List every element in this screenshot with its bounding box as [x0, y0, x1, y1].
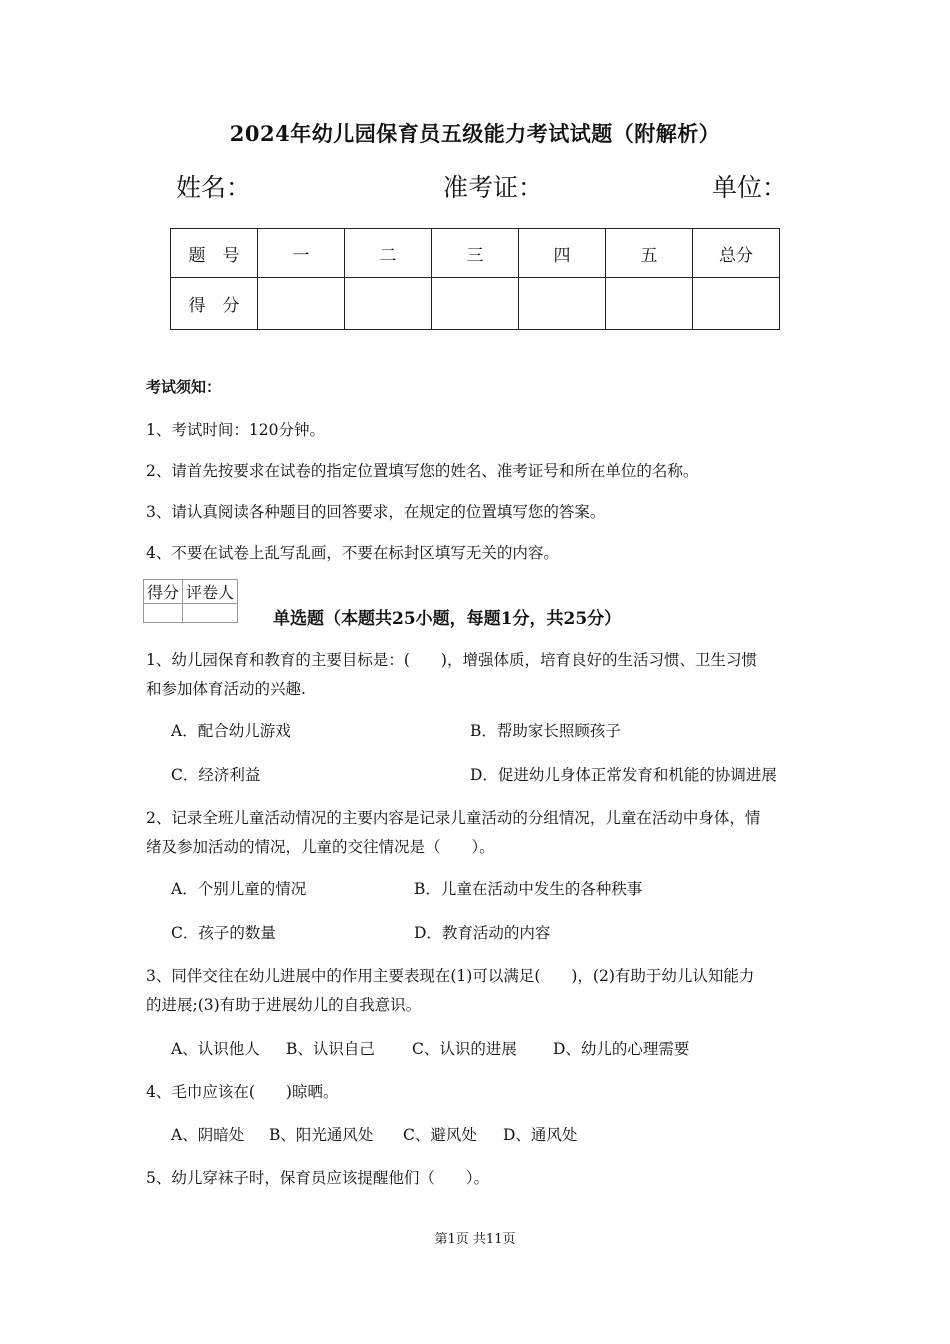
question-text: 2、记录全班儿童活动情况的主要内容是记录儿童活动的分组情况，儿童在活动中身体，情 [146, 809, 761, 827]
score-entry-cell[interactable] [606, 278, 693, 330]
question-text: 1、幼儿园保育和教育的主要目标是：( )，增强体质，培育良好的生活习惯、卫生习惯 [146, 651, 757, 669]
option[interactable]: D．教育活动的内容 [414, 924, 551, 942]
page-title: 2024年幼儿园保育员五级能力考试试题（附解析） [229, 121, 721, 146]
grader-table-grader-label: 评卷人 [183, 580, 238, 604]
score-entry-cell[interactable] [345, 278, 432, 330]
question-text: 的进展;(3)有助于进展幼儿的自我意识。 [146, 996, 422, 1014]
score-table [170, 228, 780, 330]
option[interactable]: A．配合幼儿游戏 [171, 722, 291, 740]
score-entry-cell[interactable] [258, 278, 345, 330]
score-table-cell: 总分 [693, 229, 780, 278]
question-text: 3、同伴交往在幼儿进展中的作用主要表现在(1)可以满足( )，(2)有助于幼儿认知能力 [146, 967, 755, 985]
score-table-cell: 五 [606, 229, 693, 278]
option[interactable]: B、认识自己 [286, 1040, 375, 1058]
option[interactable]: B．帮助家长照顾孩子 [470, 722, 621, 740]
notice-item: 3、请认真阅读各种题目的回答要求，在规定的位置填写您的答案。 [146, 503, 606, 521]
notice-heading: 考试须知： [146, 378, 222, 396]
score-table-cell: 二 [345, 229, 432, 278]
option[interactable]: B、阳光通风处 [269, 1126, 374, 1144]
option[interactable]: C、认识的进展 [412, 1040, 517, 1058]
option[interactable]: A、阴暗处 [171, 1126, 245, 1144]
score-entry-cell[interactable] [432, 278, 519, 330]
option[interactable]: D．促进幼儿身体正常发育和机能的协调进展 [470, 766, 777, 784]
grader-table [143, 579, 238, 623]
grader-score-cell[interactable] [144, 604, 183, 623]
option[interactable]: C、避风处 [403, 1126, 477, 1144]
grader-name-cell[interactable] [183, 604, 238, 623]
question-text: 4、毛巾应该在( )晾晒。 [146, 1083, 339, 1101]
option[interactable]: B．儿童在活动中发生的各种秩事 [414, 880, 643, 898]
score-table-cell: 三 [432, 229, 519, 278]
option[interactable]: A．个别儿童的情况 [171, 880, 307, 898]
score-table-cell: 题 号 [171, 229, 258, 278]
exam-id-field-label: 准考证： [443, 173, 544, 202]
section-title: 单选题（本题共25小题，每题1分，共25分） [273, 609, 622, 629]
score-table-cell: 得 分 [171, 278, 258, 330]
option[interactable]: A、认识他人 [171, 1040, 260, 1058]
notice-item: 4、不要在试卷上乱写乱画，不要在标封区填写无关的内容。 [146, 544, 559, 562]
score-table-score-row [171, 278, 780, 330]
question-text: 5、幼儿穿袜子时，保育员应该提醒他们（ ）。 [146, 1169, 490, 1187]
page-footer: 第1页 共11页 [434, 1232, 516, 1247]
notice-item: 2、请首先按要求在试卷的指定位置填写您的姓名、准考证号和所在单位的名称。 [146, 462, 699, 480]
question-text: 和参加体育活动的兴趣. [146, 680, 306, 698]
option[interactable]: C．经济利益 [171, 766, 261, 784]
option[interactable]: D、幼儿的心理需要 [553, 1040, 690, 1058]
score-entry-cell[interactable] [693, 278, 780, 330]
score-table-cell: 四 [519, 229, 606, 278]
score-table-header-row [171, 229, 780, 278]
score-entry-cell[interactable] [519, 278, 606, 330]
name-field-label: 姓名： [176, 173, 252, 202]
unit-field-label: 单位： [712, 173, 788, 202]
grader-table-score-label: 得分 [144, 580, 183, 604]
option[interactable]: D、通风处 [503, 1126, 578, 1144]
score-table-cell: 一 [258, 229, 345, 278]
question-text: 绪及参加活动的情况，儿童的交往情况是（ ）。 [146, 838, 495, 856]
option[interactable]: C．孩子的数量 [171, 924, 276, 942]
notice-item: 1、考试时间：120分钟。 [146, 421, 325, 439]
